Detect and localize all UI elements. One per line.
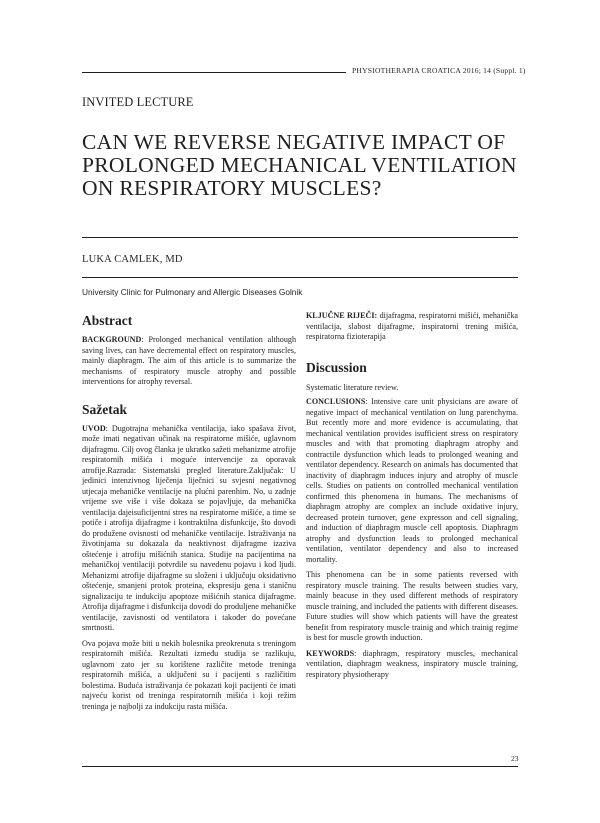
keywords (306, 649, 518, 681)
kljucne-text: dijafragma, respiratorni mišići, mehanička ventilacija, slabost dijafragme, inspiratorni trening mišića, respiratorna fizioterapija (306, 311, 518, 341)
abstract-text (82, 335, 296, 388)
abstract-lead: BACKGROUND (82, 335, 142, 344)
right-column (306, 311, 518, 680)
sazetak-lead: UVOD (82, 423, 106, 433)
conclusions-text: : Intensive care unit physicians are aware of negative impact of mechanical ventilation on lung parenchyma. But recently more and more evidence is accumulating, that mechanical ventilation provides isufficient stress on respiratory muscles and with that promoting diaphragm atrophy and contractile dysfunction which leads to prolonged weaning and ventilator dependency. Research on animals has documented that inactivity of diaphragm induces injury and atrophy of muscle cells. Studies on patients on controlled mechanical ventilation confirmed this phenomena in humans. The mechanisms of diaphragm atrophy are complex an include oxidative injury, decreased protein turnover, gene expresson and cell signaling, and induction of diaphragm muscle cell apoptosis. Diaphragm atrophy and dysfunction leads to prolonged mechanical ventilation, ventilator dependency and also to increased mortality. (306, 397, 518, 564)
conclusions-lead: CONCLUSIONS (306, 397, 366, 406)
sazetak-paragraph-2: Ova pojava može biti u nekih bolesnika preokrenuta s treningom respiratornih mišića. Rezultati između studija se razlikuju, uglavnom zato jer su korištene različite metode treninga respiratornih mišića, a uključeni su i pacijenti s različitim bolestima. Buduća istraživanja će pokazati koji pacijenti će imati najveću korist od treninga respiratornih mišića i koji režim treninga je najbolji za indukciju rasta mišića. (82, 638, 296, 711)
journal-header: PHYSIOTHERAPIA CROATICA 2016; 14 (Suppl. 1) (352, 66, 526, 75)
page-number: 23 (511, 754, 519, 763)
kljucne-lead: KLJUČNE RIJEČI: (306, 311, 378, 320)
left-column (82, 313, 296, 712)
discussion-paragraph-1: Systematic literature review. (306, 382, 399, 392)
abstract-body: : Prolonged mechanical ventilation although saving lives, can have decremental effect on respiratory muscles, mainly diaphragm. The aim of this article is to summarize the mechanisms of respiratory muscle atrophy and possible interventions for atrophy reversal. (82, 335, 296, 386)
discussion-paragraph-2 (306, 397, 518, 565)
sazetak-body-1: : Dugotrajna mehanička ventilacija, iako spašava život, može imati negativan učinak na respiratorne mišiće, uglavnom dijafragmu. Cilj ovog članka je ukratko sažeti mehanizme atrofije respiratornih mišića i moguće intervencije za oporavak atrofije.Razrada: Sistematski pregled literature.Zaključak: U jedinici intenzivnog liječenja liječnici su svjesni negativnog utjecaja mehaničke ventilacije na plućni parenhim. No, u zadnje vrijeme sve više i više dokaza se pojavljuje, da mehanička ventilacija dajeisuficijentni stres na respiratorne mišiće, a time se potiče i atrofija dijafragme i kontraktilna disfunkcije, što dovodi do produžene ovisnosti od mehaničke ventilacije. Istraživanja na životinjama su dokazala da neaktivnost dijafragme izaziva oštećenje i atrofiju mišićnih stanica. Studije na pacijentima na mehaničkoj ventilaciji potvrdile su navedenu pojavu i kod ljudi. Mehanizmi atrofije dijafragme su složeni i uključuju oksidativno oštećenje, smanjeni protok proteina, ekspresiju gena i staničnu signalizaciju te indukciju apoptoze mišićnih stanica dijafragme. Atrofija dijafragme i disfunkcija dovodi do produljene mehaničke ventilacije, zavisnosti od ventilatora i također do povećane smrtnosti. (82, 423, 296, 632)
sazetak-paragraph-1 (82, 424, 296, 634)
keywords-lead: KEYWORDS (306, 648, 355, 658)
kljucne-rijeci (306, 311, 518, 343)
title-rule (82, 237, 518, 238)
keywords-text: : diaphragm, respiratory muscles, mechanical ventilation, diaphragm weakness, inspiratory muscle training, respiratory physiotherapy (306, 648, 518, 679)
discussion-paragraph-3: This phenomena can be in some patients reversed with respiratory muscle training. The results between studies vary, mainly beacuse in they used different methods of respiratory muscle training, and included the patients with different diseases. Future studies will show which patients will have the greatest benefit from respiratory muscle trainig and which trainig regime is best for muscle growth induction. (306, 570, 518, 642)
header-rule (82, 72, 346, 73)
author-rule (82, 277, 518, 278)
sazetak-heading: Sažetak (82, 401, 127, 417)
abstract-heading: Abstract (82, 313, 133, 328)
footer-rule (82, 766, 518, 767)
discussion-heading: Discussion (306, 359, 367, 375)
section-label: INVITED LECTURE (82, 95, 194, 109)
affiliation: University Clinic for Pulmonary and Allergic Diseases Golnik (82, 287, 303, 297)
author: LUKA CAMLEK, MD (82, 254, 183, 265)
article-title: CAN WE REVERSE NEGATIVE IMPACT OF PROLONGED MECHANICAL VENTILATION ON RESPIRATORY MUSCLES? (82, 130, 517, 200)
